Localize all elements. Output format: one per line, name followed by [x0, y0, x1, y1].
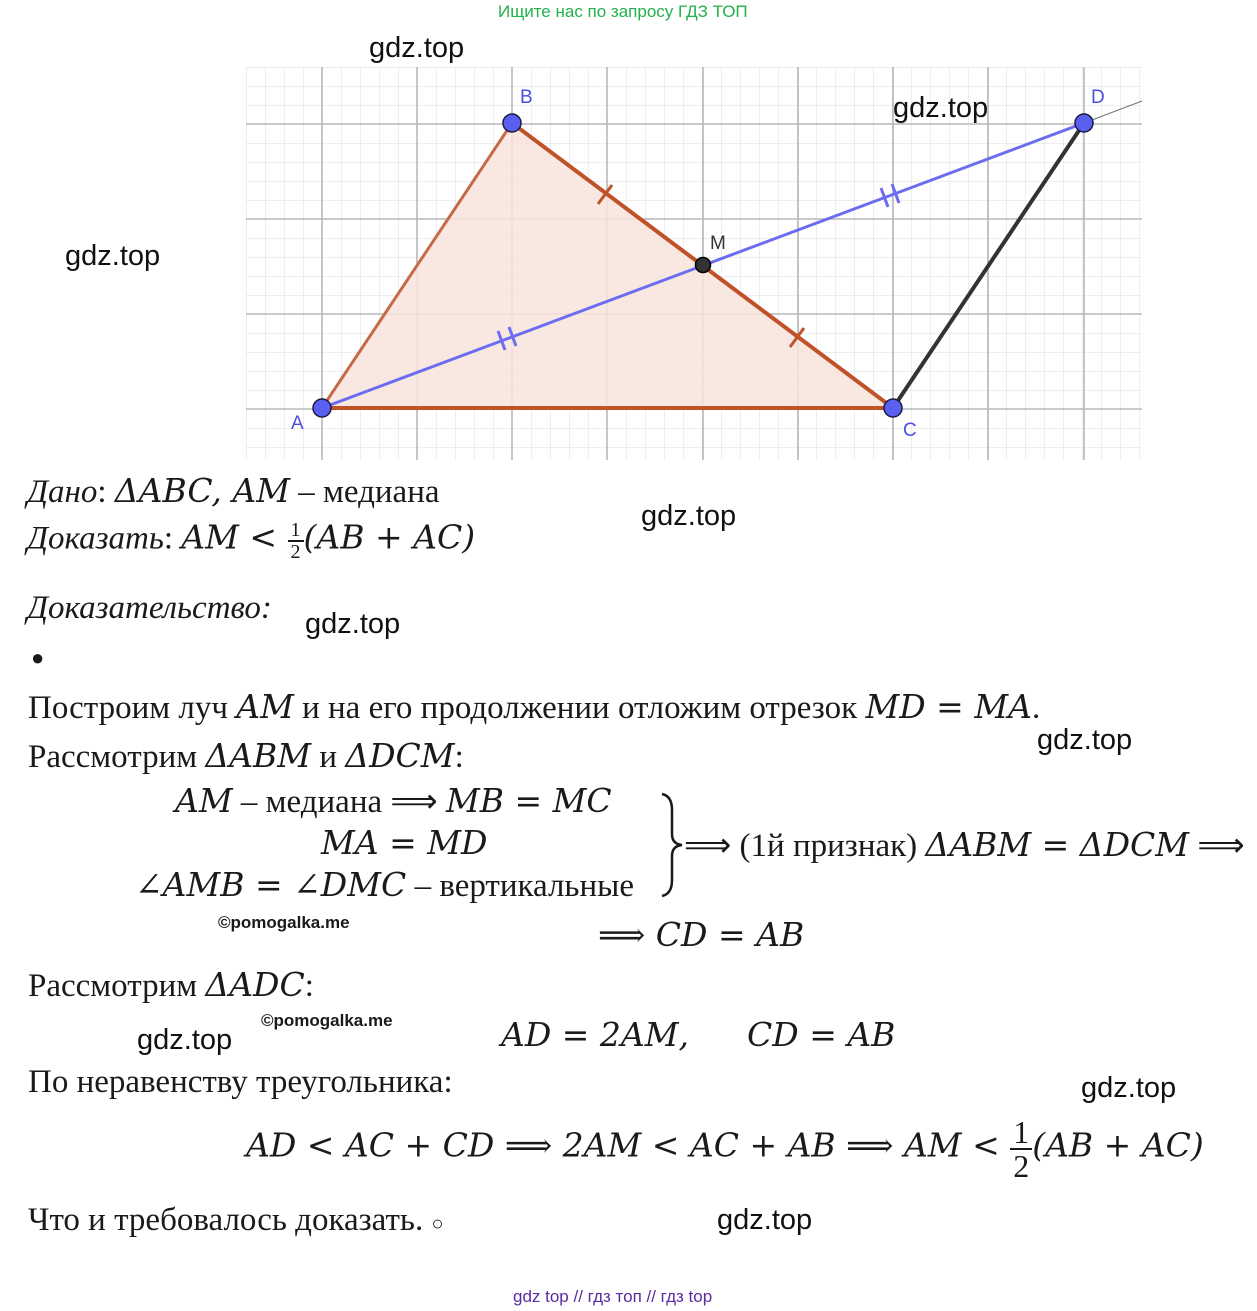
given-line: Дано: ΔABC, AM – медиана [27, 471, 440, 510]
equation-ad: AD = 2AM, [501, 1015, 690, 1054]
top-banner: Ищите нас по запросу ГДЗ ТОП [498, 2, 748, 21]
point-m [696, 258, 711, 273]
prove-line: Доказать: AM < $\frac{1}{2}$ (AB + AC) [27, 517, 476, 563]
label-c: C [903, 420, 917, 441]
point-a [313, 399, 331, 417]
given-math: ΔABC, AM [114, 471, 290, 510]
watermark: gdz.top [369, 32, 465, 64]
watermark: gdz.top [1081, 1072, 1177, 1104]
watermark: gdz.top [65, 240, 161, 272]
watermark: gdz.top [717, 1204, 813, 1236]
system-conclusion: ⟹ CD = AB [598, 915, 805, 954]
end-mark: ○ [431, 1213, 444, 1235]
bullet-marker: ● [31, 645, 45, 670]
proof-end: Что и требовалось доказать. ○ [28, 1202, 444, 1238]
given-label: Дано [27, 474, 98, 510]
footer-links[interactable]: gdz top // гдз топ // гдз top [513, 1287, 713, 1306]
point-c [884, 399, 902, 417]
prove-tail: (AB + AC) [303, 517, 476, 557]
proof-line-1: Построим луч AM и на его продолжении отложим отрезок MD = MA. [28, 687, 1041, 726]
watermark: gdz.top [305, 608, 401, 640]
prove-math: AM < [181, 517, 288, 557]
label-d: D [1091, 87, 1105, 108]
label-b: B [520, 87, 533, 108]
system-row-1: AM – медиана ⟹ MB = MC [175, 781, 612, 820]
copyright-mark: ©pomogalka.me [218, 913, 350, 932]
right-brace [658, 790, 686, 900]
watermark: gdz.top [137, 1024, 233, 1056]
final-fraction: $\frac{1}{2}$ [1010, 1116, 1032, 1182]
watermark: gdz.top [1037, 724, 1133, 756]
proof-label: Доказательство: [27, 590, 272, 626]
label-a: A [291, 413, 304, 434]
final-inequality: AD < AC + CD ⟹ 2AM < AC + AB ⟹ AM < $\frac{1}{2}$ (AB + AC) [246, 1114, 1204, 1184]
proof-line-2: Рассмотрим ΔABM и ΔDCM: [28, 736, 464, 775]
equation-cd: CD = AB [747, 1015, 896, 1054]
watermark: gdz.top [641, 500, 737, 532]
system-row-2: MA = MD [321, 823, 488, 862]
proof-line-4: По неравенству треугольника: [28, 1064, 453, 1100]
prove-label: Доказать [27, 520, 164, 557]
copyright-mark: ©pomogalka.me [261, 1011, 393, 1030]
point-b [503, 114, 521, 132]
geometry-figure [0, 0, 1257, 470]
point-d [1075, 114, 1093, 132]
proof-line-3: Рассмотрим ΔADC: [28, 965, 314, 1004]
system-result: ⟹ (1й признак) ΔABM = ΔDCM ⟹ [684, 825, 1245, 864]
prove-fraction: $\frac{1}{2}$ [288, 520, 304, 562]
given-rest: – медиана [290, 474, 440, 510]
label-m: M [710, 233, 726, 254]
system-row-3: ∠AMB = ∠DMC – вертикальные [135, 865, 634, 904]
watermark: gdz.top [893, 92, 989, 124]
